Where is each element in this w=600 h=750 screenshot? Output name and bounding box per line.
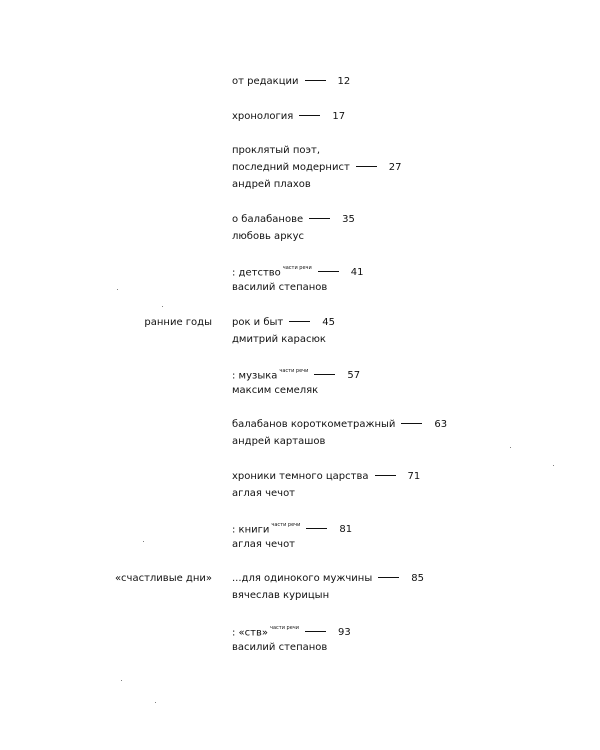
toc-entry-title-line [232,365,360,382]
scan-speck [510,447,511,448]
scan-speck [155,702,156,703]
toc-entry-author: аглая чечот [232,539,296,550]
toc-page-number: 45 [322,317,335,328]
toc-page-number: 12 [337,76,351,87]
leader-dash [309,218,330,219]
toc-entry-title-line [232,468,420,485]
toc-page-number: 63 [434,419,448,430]
leader-dash [305,80,326,81]
toc-entry-title: : музыка [232,370,278,382]
toc-entry [232,365,360,399]
toc-entry-title-line [232,108,345,125]
toc-entry-title: ...для одинокого мужчины [232,573,373,584]
leader-dash [375,475,396,476]
toc-entry-title: балабанов короткометражный [232,419,396,430]
toc-page-number: 41 [350,267,364,279]
section-label-happy-days: «счастливые дни» [114,573,212,584]
leader-dash [305,631,326,632]
toc-entry-author: аглая чечот [232,488,296,499]
leader-dash [299,115,320,116]
section-tag-superscript: части речи [271,522,301,528]
toc-page-number: 71 [407,471,421,482]
toc-entry-title: : «ств» [232,627,269,639]
toc-entry-title-line [232,73,350,90]
toc-entry-title-line [232,570,424,587]
toc-page-number: 57 [347,370,361,382]
toc-entry [232,142,402,193]
scan-speck [121,680,122,681]
toc-entry-title: от редакции [232,76,299,87]
toc-entry-title-line [232,416,447,433]
toc-entry [232,519,352,553]
toc-entry-author: любовь аркус [232,231,304,242]
toc-entry-title: рок и быт [232,317,284,328]
toc-entry-author: дмитрий карасюк [232,334,326,345]
toc-page-number: 85 [411,573,424,584]
toc-entry-title: хронология [232,111,294,122]
toc-entry-title: : книги [232,524,270,536]
toc-entry-title: проклятый поэт, [232,145,320,156]
section-tag-superscript: части речи [282,265,312,271]
toc-entry-author: андрей плахов [232,179,311,190]
scan-speck [553,465,554,466]
leader-dash [318,271,339,272]
toc-entry-title: : детство [232,267,281,279]
leader-dash [289,321,310,322]
toc-entry [232,108,345,125]
leader-dash [314,374,335,375]
toc-entry-author: вячеслав курицын [232,590,330,601]
toc-entry [232,468,420,502]
toc-page-number: 17 [332,111,346,122]
toc-entry-title-line [232,142,402,159]
section-label-early-years: ранние годы [144,317,212,328]
toc-entry [232,262,364,296]
leader-dash [306,528,327,529]
toc-page-number: 35 [342,214,355,225]
toc-entry-title-line [232,519,352,536]
toc-entry [232,314,335,348]
toc-entry-title-line [232,262,364,279]
toc-entry [232,416,447,450]
toc-page-number: 93 [338,627,351,639]
toc-page-number: 27 [388,162,402,173]
toc-entry-title-line [232,314,335,331]
leader-dash [401,423,422,424]
toc-page-number: 81 [339,524,353,536]
toc-entry [232,73,350,90]
toc-entry [232,211,355,245]
scan-speck [117,289,118,290]
leader-dash [378,577,399,578]
leader-dash [356,166,377,167]
toc-entry-author: максим семеляк [232,385,319,396]
toc-entry-title: о балабанове [232,214,304,225]
scan-speck [143,541,144,542]
toc-entry-title: хроники темного царства [232,471,369,482]
toc-entry-author: василий степанов [232,642,328,653]
toc-entry-author: андрей карташов [232,436,326,447]
toc-entry-title: последний модернист [232,162,350,173]
toc-entry-title-line [232,211,355,228]
toc-entry [232,570,424,604]
toc-entry-author: василий степанов [232,282,328,293]
scan-speck [162,306,163,307]
toc-entry [232,622,351,656]
section-tag-superscript: части речи [270,625,299,631]
section-tag-superscript: части речи [279,368,309,374]
toc-entry-title-line [232,622,351,639]
toc-entry-title-line [232,159,402,176]
